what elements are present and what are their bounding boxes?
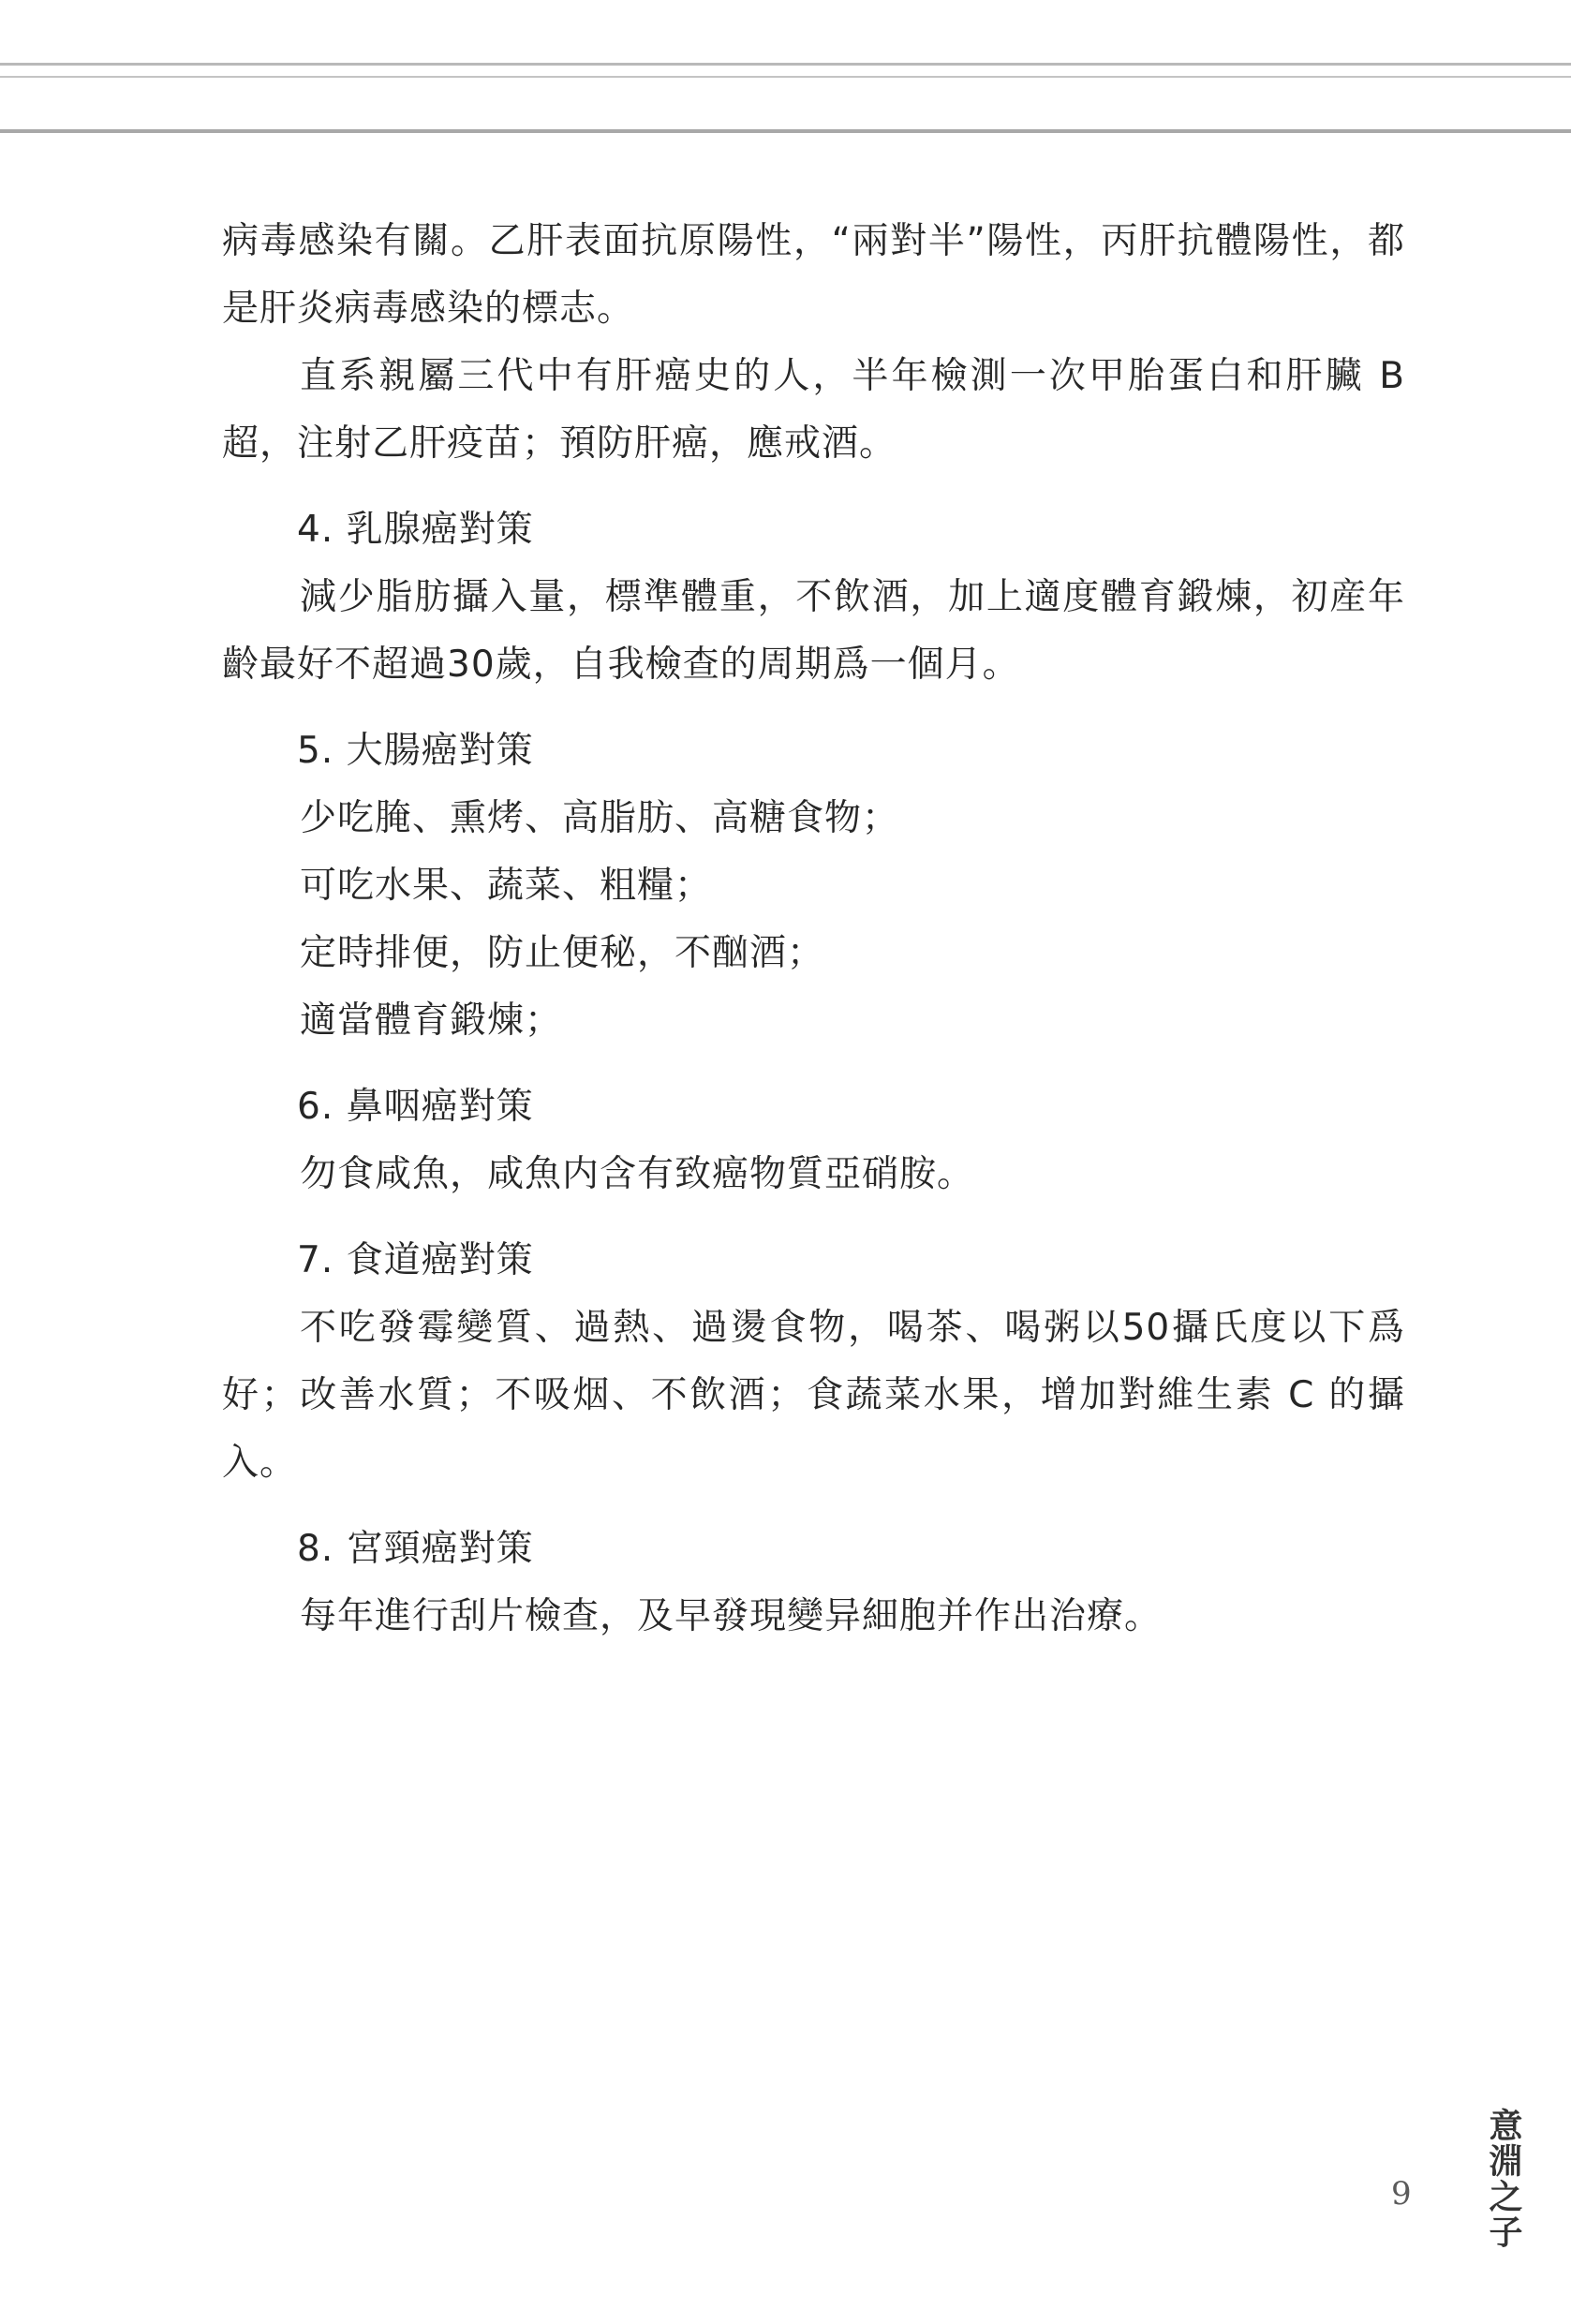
section-heading-cervical-cancer: 8. 宮頸癌對策 <box>297 1528 534 1570</box>
list-item: 適當體育鍛煉； <box>300 999 563 1042</box>
section-heading-colorectal-cancer: 5. 大腸癌對策 <box>297 730 534 772</box>
paragraph-continuation: 病毒感染有關。乙肝表面抗原陽性，“兩對半”陽性，丙肝抗體陽性，都是肝炎病毒感染的標志。 <box>222 220 1405 330</box>
header-rule-middle <box>0 76 1571 78</box>
section-heading-breast-cancer: 4. 乳腺癌對策 <box>297 509 534 551</box>
list-item: 少吃腌、熏烤、高脂肪、高糖食物； <box>300 797 900 839</box>
list-item: 可吃水果、蔬菜、粗糧； <box>300 865 713 907</box>
paragraph-liver-screening: 直系親屬三代中有肝癌史的人，半年檢測一次甲胎蛋白和肝臟 B 超，注射乙肝疫苗；預防肝癌，應戒酒。 <box>222 355 1405 465</box>
side-book-title: 意淵之子 <box>1484 2108 1522 2250</box>
header-rule-top <box>0 63 1571 66</box>
page-body <box>222 208 1405 1650</box>
paragraph-nasopharyngeal-cancer: 勿食咸魚，咸魚内含有致癌物質亞硝胺。 <box>300 1153 975 1195</box>
section-heading-esophageal-cancer: 7. 食道癌對策 <box>297 1239 534 1281</box>
paragraph-esophageal-cancer: 不吃發霉變質、過熱、過燙食物，喝茶、喝粥以50攝氏度以下爲好；改善水質；不吸烟、不飲酒；食蔬菜水果，增加對維生素 C 的攝入。 <box>222 1307 1405 1484</box>
section-heading-nasopharyngeal-cancer: 6. 鼻咽癌對策 <box>297 1086 534 1128</box>
page-number: 9 <box>1391 2175 1412 2213</box>
paragraph-breast-cancer: 減少脂肪攝入量，標準體重，不飲酒，加上適度體育鍛煉，初産年齡最好不超過30歲，自我檢查的周期爲一個月。 <box>222 576 1405 686</box>
paragraph-cervical-cancer: 每年進行刮片檢查，及早發現變异細胞并作出治療。 <box>300 1595 1163 1637</box>
header-rule-bottom <box>0 129 1571 133</box>
list-item: 定時排便，防止便秘，不酗酒； <box>300 932 825 974</box>
